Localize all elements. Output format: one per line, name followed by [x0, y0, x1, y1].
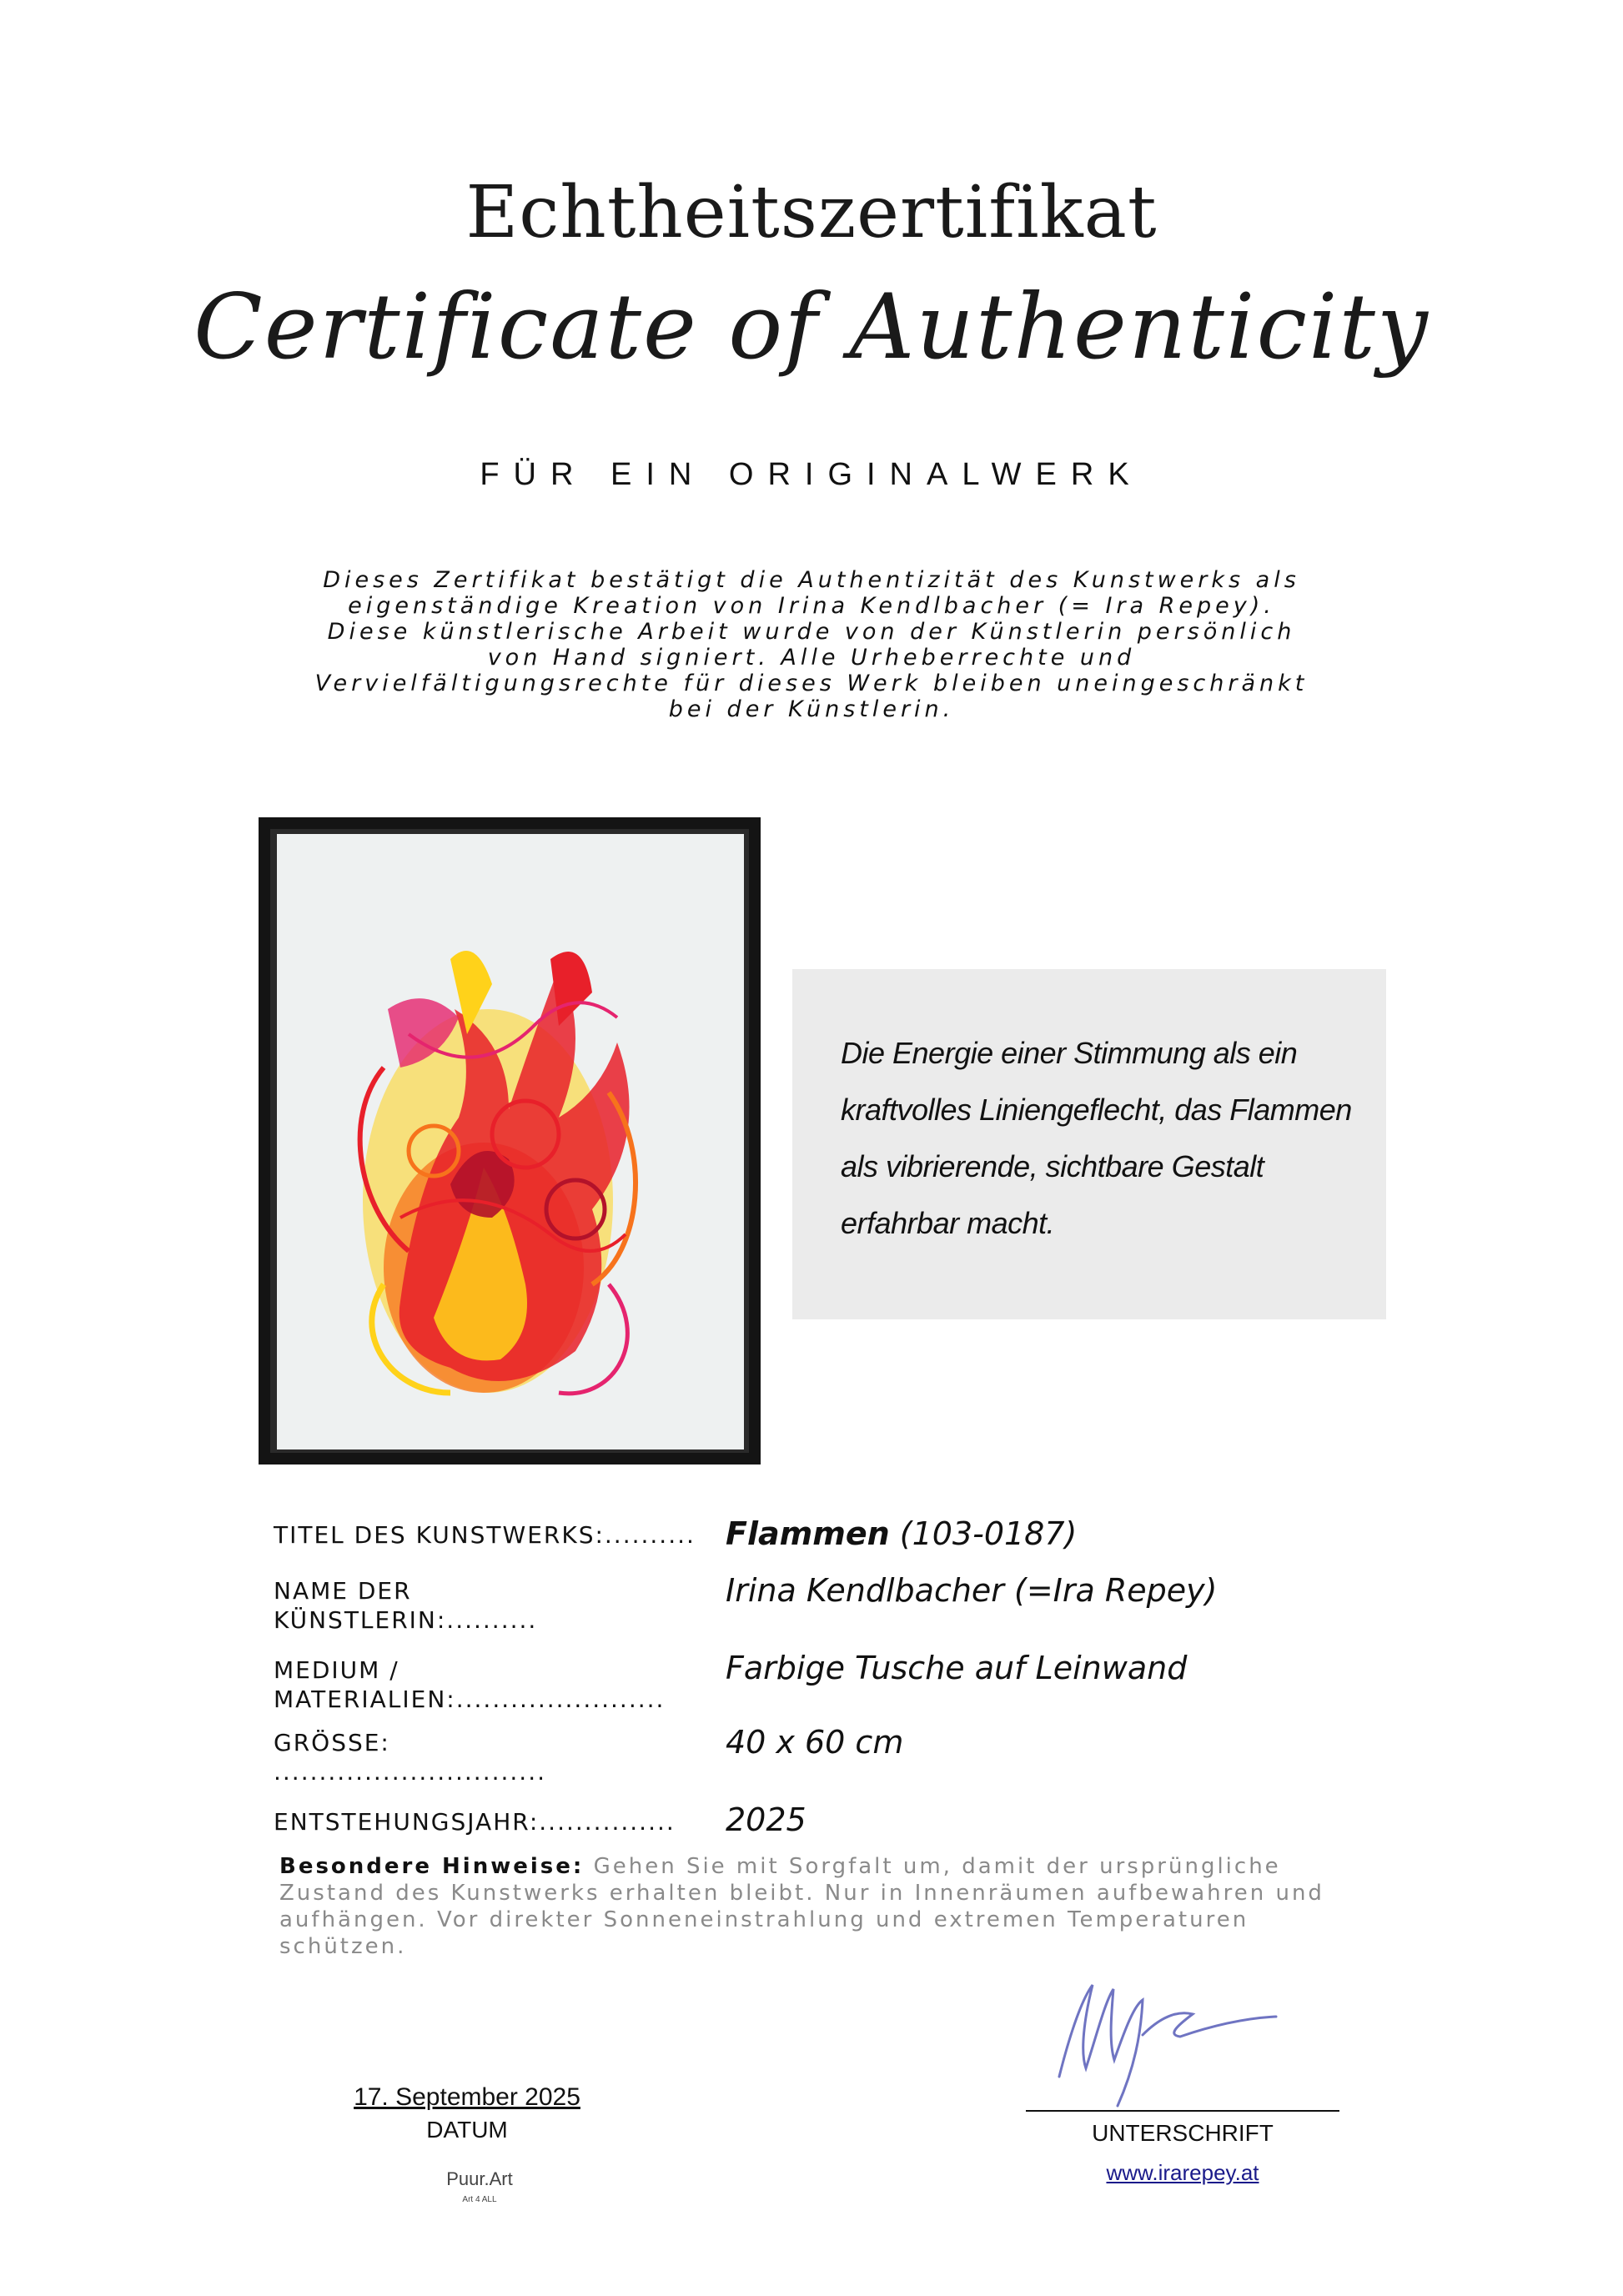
medium-label-line1: MEDIUM / [274, 1656, 399, 1684]
artwork-description-box [792, 969, 1386, 1319]
artwork-title-name: Flammen [726, 1515, 890, 1552]
medium-value: Farbige Tusche auf Leinwand [726, 1650, 1188, 1686]
website-link[interactable]: www.irarepey.at [1106, 2160, 1259, 2185]
year-value: 2025 [726, 1801, 806, 1838]
special-notes [279, 1853, 1364, 1960]
artist-label-line2: KÜNSTLERIN:.......... [274, 1606, 538, 1634]
notes-lead: Besondere Hinweise: [279, 1854, 585, 1879]
artist-label-line1: NAME DER [274, 1577, 412, 1605]
size-label-line2: .............................. [274, 1758, 547, 1786]
signature-label: UNTERSCHRIFT [1092, 2120, 1274, 2146]
logo-text: Puur.Art [446, 2168, 513, 2189]
medium-label-line2: MATERIALIEN:....................... [274, 1686, 666, 1713]
notes-text: Gehen Sie mit Sorgfalt um, damit der ursprüngliche Zustand des Kunstwerks erhalten bleibt. Nur in Innenräumen aufbewahren und aufhängen. Vor direkter Sonneneinstrahlung und extremen Temperaturen schützen. [279, 1854, 1324, 1959]
date-value: 17. September 2025 [354, 2083, 580, 2111]
description-line: erfahrbar macht. [841, 1206, 1055, 1240]
date-label: DATUM [426, 2117, 508, 2143]
artwork-title-label: TITEL DES KUNSTWERKS:.......... [274, 1521, 696, 1549]
year-label: ENTSTEHUNGSJAHR:............... [274, 1808, 676, 1836]
description-line: als vibrierende, sichtbare Gestalt [841, 1149, 1264, 1183]
description-line: kraftvolles Liniengeflecht, das Flammen [841, 1093, 1352, 1127]
signature-line [1026, 2110, 1339, 2112]
intro-paragraph [275, 567, 1348, 722]
intro-line: Dieses Zertifikat bestätigt die Authentizität des Kunstwerks als [323, 567, 1300, 593]
intro-line: Diese künstlerische Arbeit wurde von der Künstlerin persönlich [327, 619, 1296, 645]
title-english: Certificate of Authenticity [193, 275, 1430, 379]
intro-line: Vervielfältigungsrechte für dieses Werk bleiben uneingeschränkt [314, 671, 1309, 696]
subtitle: FÜR EIN ORIGINALWERK [480, 457, 1143, 492]
artist-value: Irina Kendlbacher (=Ira Repey) [726, 1572, 1218, 1609]
description-line: Die Energie einer Stimmung als ein [841, 1036, 1298, 1070]
intro-line: bei der Künstlerin. [668, 696, 955, 722]
artwork-image [259, 817, 761, 1465]
intro-line: von Hand signiert. Alle Urheberrechte und [487, 645, 1136, 671]
puur-art-logo [442, 2160, 517, 2210]
logo-subtext: Art 4 ALL [462, 2195, 497, 2204]
artwork-code: (103-0187) [899, 1515, 1078, 1552]
title-german: Echtheitszertifikat [465, 171, 1158, 254]
intro-line: eigenständige Kreation von Irina Kendlbacher (= Ira Repey). [348, 593, 1275, 619]
size-label-line1: GRÖSSE: [274, 1729, 390, 1756]
artwork-title-value [726, 1515, 1077, 1552]
size-value: 40 x 60 cm [726, 1724, 904, 1761]
handwritten-signature [1034, 1968, 1284, 2110]
